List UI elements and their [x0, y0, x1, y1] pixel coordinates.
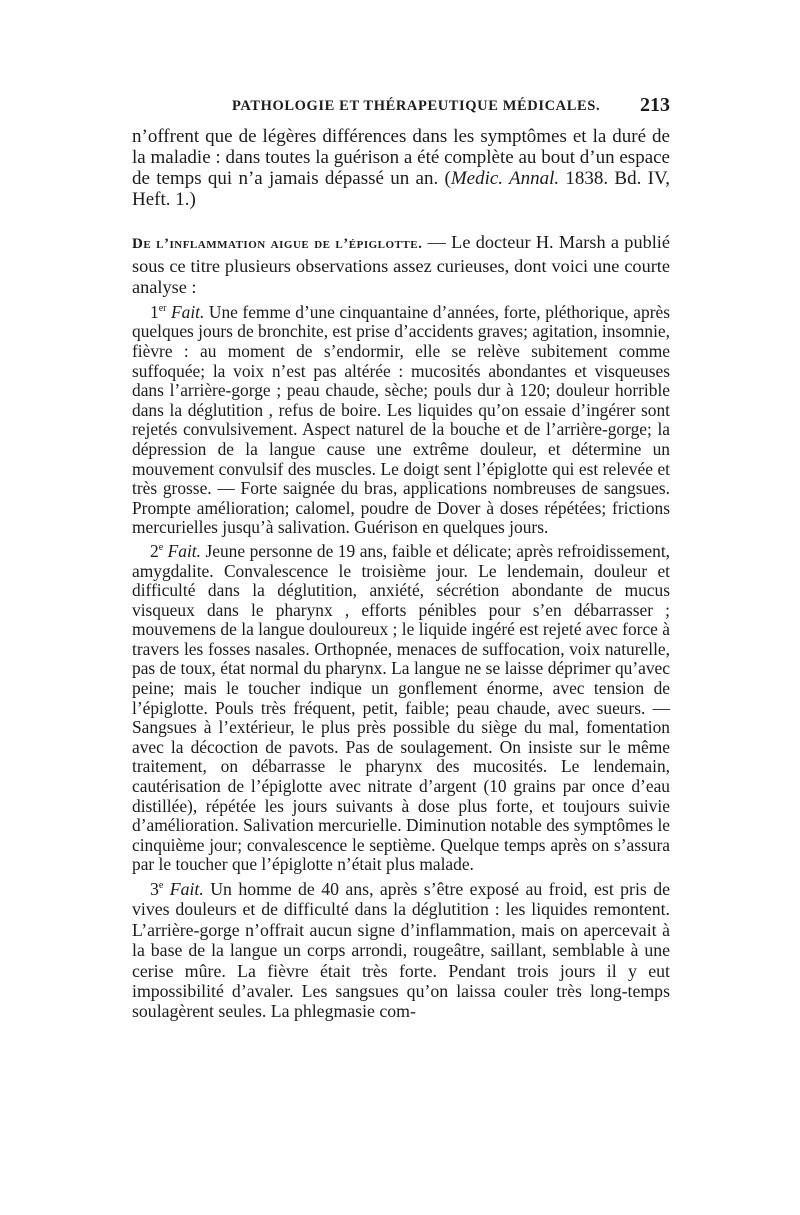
fait-3-number: 3	[150, 879, 159, 899]
fait-1-text: Une femme d’une cinquantaine d’années, forte, pléthorique, après quelques jours de bronchite, est prise d’accidents graves; agitation, insomnie, fièvre : au moment de s’endormir, elle se relève subitement comme suffoquée; la voix n’est pas altérée : mucosités abondantes et visqueuses dans l’arrière-gorge ; peau chaude, sèche; pouls dur à 120; douleur horrible dans la déglutition , refus de boire. Les liquides qu’on essaie d’ingérer sont rejetés convulsivement. Aspect naturel de la bouche et de l’arrière-gorge; la dépression de la langue cause une extrême douleur, et détermine un mouvement convulsif des muscles. Le doigt sent l’épiglotte qui est relevée et très grosse. — Forte saignée du bras, applications nombreuses de sangsues. Prompte amélioration; calomel, poudre de Dover à doses répétées; frictions mercurielles jusqu’à salivation. Guérison en quelques jours.	[132, 301, 670, 538]
section-paragraph	[132, 232, 670, 299]
fait-1-number: 1	[150, 301, 159, 322]
intro-citation: Medic. Annal.	[450, 168, 560, 189]
fait-3-paragraph	[132, 879, 670, 1022]
book-page	[132, 96, 670, 1022]
fait-1-ordinal: er	[158, 302, 167, 314]
fait-3-label: Fait.	[163, 879, 204, 899]
fait-2-ordinal: e	[158, 542, 164, 554]
running-header	[132, 96, 670, 120]
fait-2-paragraph	[132, 542, 670, 875]
section-heading: De l’inflammation aigue de l’épiglotte.	[132, 236, 423, 252]
fait-3-text: Un homme de 40 ans, après s’être exposé au froid, est pris de vives douleurs et de difficulté dans la déglutition : les liquides remontent. L’arrière-gorge n’offrait aucun signe d’inflammation, mais on apercevait à la base de la langue un corps arrondi, rougeâtre, saillant, semblable à une cerise mûre. La fièvre était très forte. Pendant trois jours il y eut impossibilité d’avaler. Les sangsues qu’on laissa couler très long-temps soulagèrent seules. La phlegmasie com-	[132, 879, 670, 1022]
running-title: PATHOLOGIE ET THÉRAPEUTIQUE MÉDICALES.	[232, 98, 601, 114]
intro-text: n’offrent que de légères différences dans les symptômes et la duré de la maladie : dans toutes la guérison a été complète au bout d’un espace de temps qui n’a jamais dépassé un an. (	[132, 126, 670, 189]
fait-3-ordinal: e	[158, 880, 164, 892]
fait-2-number: 2	[150, 540, 159, 561]
intro-paragraph	[132, 126, 670, 210]
fait-1-paragraph	[132, 303, 670, 538]
fait-1-label: Fait.	[166, 301, 205, 322]
intro-text-after: 1838. Bd. IV, Heft. 1.)	[132, 168, 670, 210]
fait-2-label: Fait.	[163, 540, 201, 561]
page-number: 213	[640, 94, 670, 116]
fait-2-text: Jeune personne de 19 ans, faible et délicate; après refroidissement, amygdalite. Convalescence le troisième jour. Le lendemain, douleur et difficulté dans la déglutition, anxiété, sécrétion abondante de mucus visqueux dans le pharynx , efforts pénibles pour s’en débarrasser ; mouvemens de la langue douloureux ; le liquide ingéré est rejeté avec force à travers les fosses nasales. Orthopnée, menaces de suffocation, voix naturelle, pas de toux, état normal du pharynx. La langue ne se laisse déprimer qu’avec peine; mais le toucher indique un gonflement énorme, avec tension de l’épiglotte. Pouls très fréquent, petit, faible; peau chaude, avec sueurs. — Sangsues à l’extérieur, le plus près possible du siège du mal, fomentation avec la décoction de pavots. Pas de soulagement. On insiste sur le même traitement, on débarrasse le pharynx des mucosités. Le lendemain, cautérisation de l’épiglotte avec nitrate d’argent (10 grains par once d’eau distillée), répétée les jours suivants à dose plus forte, et toujours suivie d’amélioration. Salivation mercurielle. Diminution notable des symptômes le cinquième jour; convalescence le septième. Quelque temps après on s’assura par le toucher que l’épiglotte n’était plus malade.	[132, 540, 670, 875]
section-intro-text: — Le docteur H. Marsh a publié sous ce titre plusieurs observations assez curieuses, dont voici une courte analyse :	[132, 232, 670, 298]
